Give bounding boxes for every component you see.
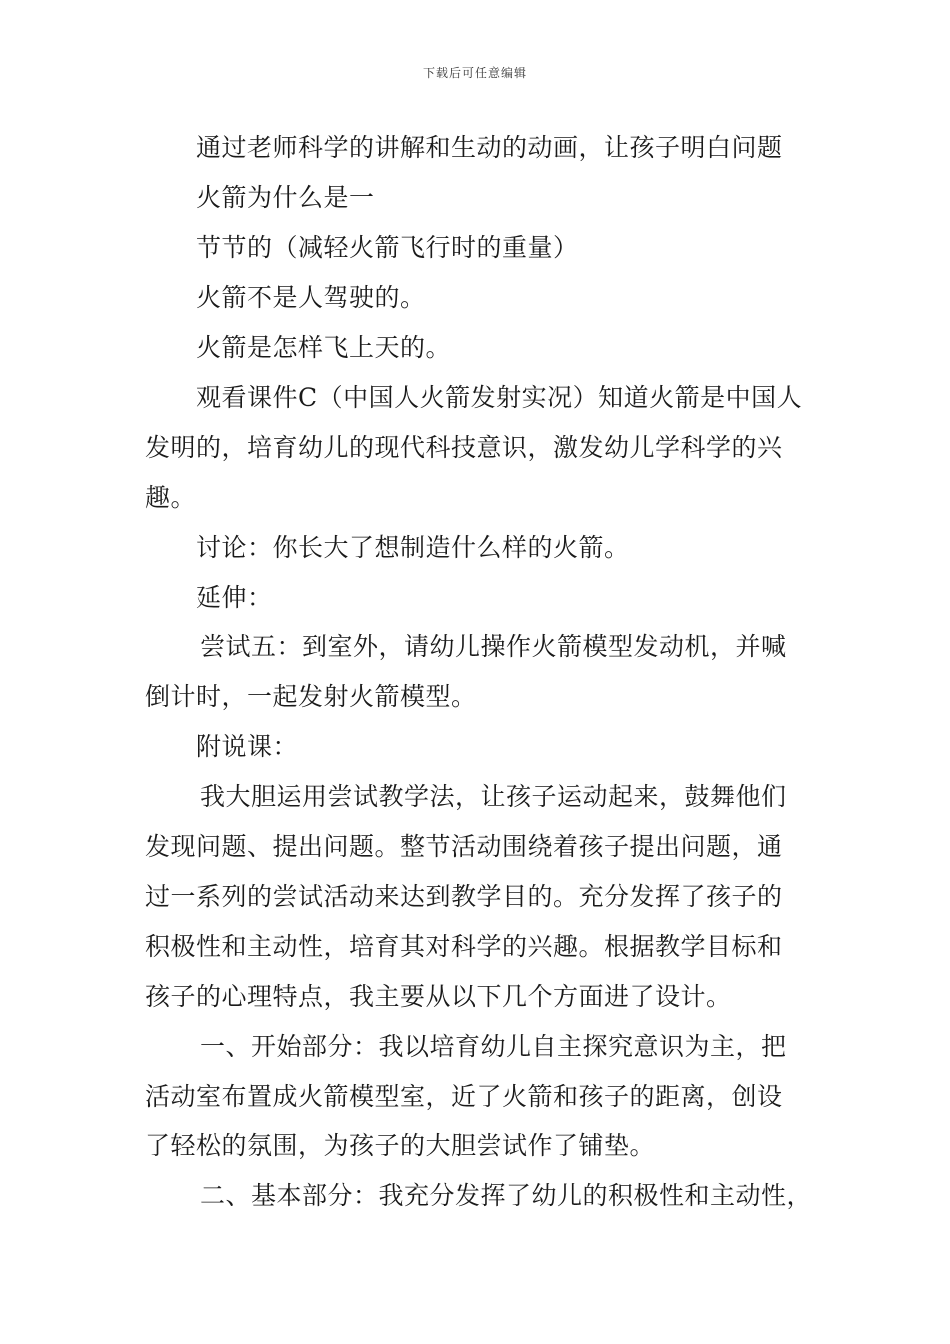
text-line: 发明的，培育幼儿的现代科技意识，激发幼儿学科学的兴	[145, 433, 783, 462]
text-line: 通过老师科学的讲解和生动的动画，让孩子明白问题	[196, 133, 783, 162]
text-line: 孩子的心理特点，我主要从以下几个方面进了设计。	[145, 982, 732, 1011]
text-line: 观看课件C（中国人火箭发射实况）知道火箭是中国人	[196, 383, 803, 412]
text-line: 我大胆运用尝试教学法，让孩子运动起来，鼓舞他们	[200, 782, 787, 811]
text-line: 尝试五：到室外，请幼儿操作火箭模型发动机，并喊	[200, 632, 787, 661]
text-line: 一、开始部分：我以培育幼儿自主探究意识为主，把	[200, 1032, 787, 1061]
text-line: 二、基本部分：我充分发挥了幼儿的积极性和主动性，	[200, 1181, 813, 1210]
text-line: 积极性和主动性，培育其对科学的兴趣。根据教学目标和	[145, 932, 783, 961]
text-line: 火箭为什么是一	[196, 183, 375, 212]
text-line: 趣。	[145, 483, 197, 512]
text-line: 火箭是怎样飞上天的。	[196, 333, 452, 362]
text-line: 倒计时，一起发射火箭模型。	[145, 682, 477, 711]
text-line: 讨论：你长大了想制造什么样的火箭。	[196, 533, 630, 562]
page-header: 下载后可任意编辑	[422, 66, 527, 80]
text-line: 附说课：	[196, 732, 299, 761]
text-line: 延伸：	[196, 583, 273, 612]
text-line: 了轻松的氛围，为孩子的大胆尝试作了铺垫。	[145, 1131, 656, 1160]
text-line: 发现问题、提出问题。整节活动围绕着孩子提出问题，通	[145, 832, 783, 861]
text-line: 过一系列的尝试活动来达到教学目的。充分发挥了孩子的	[145, 882, 783, 911]
text-line: 节节的（减轻火箭飞行时的重量）	[196, 233, 579, 262]
text-line: 活动室布置成火箭模型室，近了火箭和孩子的距离，创设	[145, 1082, 783, 1111]
text-line: 火箭不是人驾驶的。	[196, 283, 426, 312]
